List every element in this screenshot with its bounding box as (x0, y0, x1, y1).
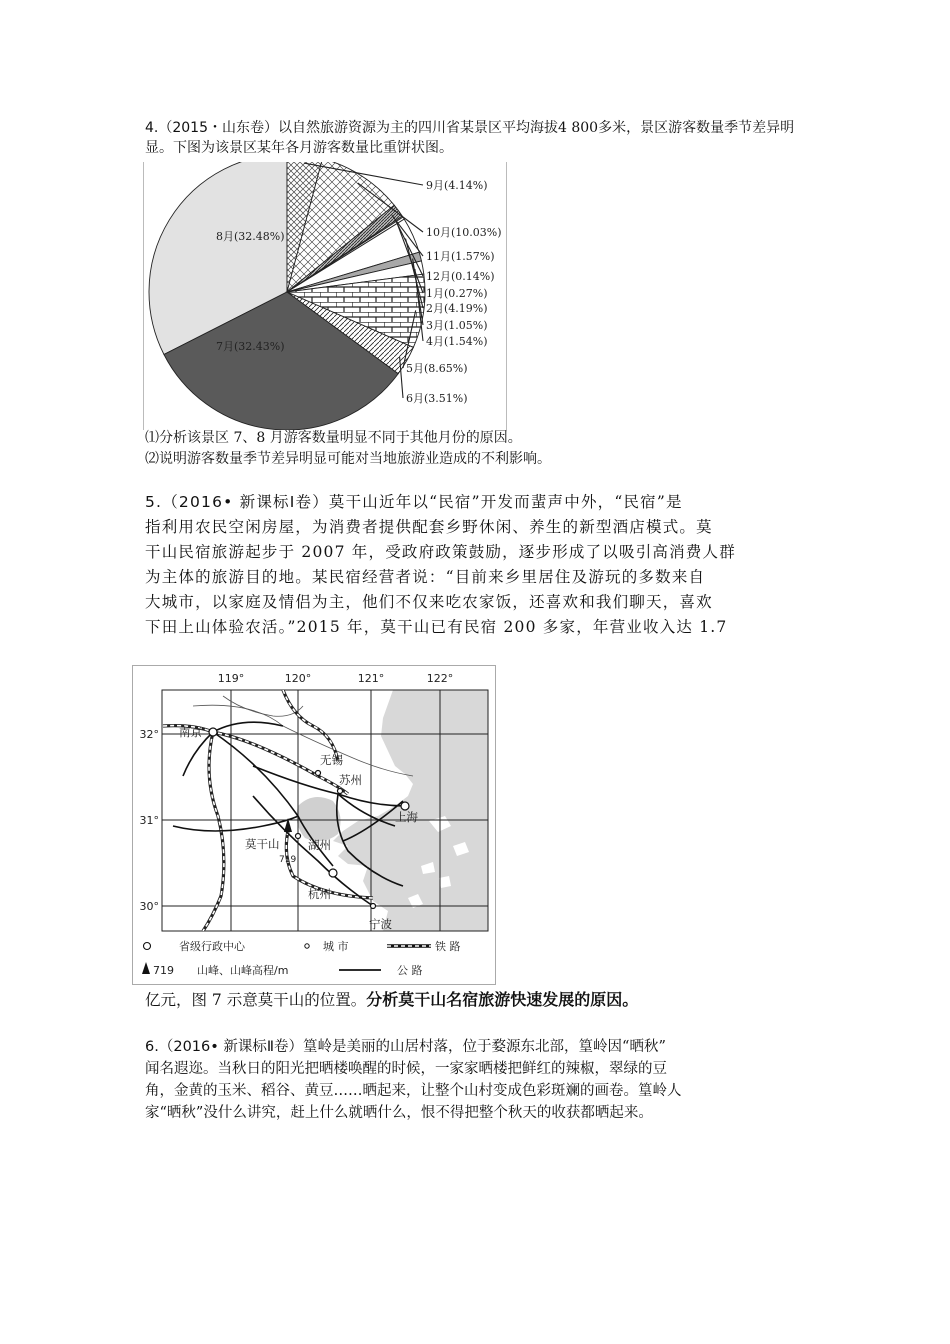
q4-source: （2015・山东卷） (158, 120, 278, 136)
q4-sub2: ⑵说明游客数量季节差异明显可能对当地旅游业造成的不利影响。 (145, 451, 551, 467)
lon-label-120: 120° (284, 672, 312, 685)
lon-label-122: 122° (426, 672, 454, 685)
lat-label-30: 30° (139, 900, 159, 913)
place-ningbo: 宁波 (369, 917, 392, 931)
q5-line-0 (145, 490, 805, 515)
taihu-lake (297, 797, 341, 841)
lon-label-121: 121° (357, 672, 385, 685)
pie-slice-label: 4月(1.54%) (426, 335, 488, 348)
q5-caption-plain: 亿元，图 7 示意莫干山的位置。 (145, 991, 367, 1009)
q6-source: （2016• 新课标Ⅱ卷） (158, 1039, 304, 1055)
place-nanjing: 南京 (179, 725, 202, 739)
q6-line-0-text: 篁岭是美丽的山居村落，位于婺源东北部，篁岭因“晒秋” (303, 1039, 666, 1055)
pie-slice-label: 1月(0.27%) (426, 287, 488, 300)
q6-line-3: 家“晒秋”没什么讲究，赶上什么就晒什么，恨不得把整个秋天的收获都晒起来。 (145, 1105, 653, 1121)
map-legend (142, 939, 461, 977)
pie-slice-label: 11月(1.57%) (426, 250, 495, 263)
pie-chart (143, 162, 507, 430)
q5-source: （2016• 新课标Ⅰ卷） (162, 493, 329, 511)
q4-text (145, 118, 805, 158)
pie-slice-label: 5月(8.65%) (406, 362, 468, 375)
legend-provincial: 省级行政中心 (179, 940, 245, 953)
location-map (132, 665, 496, 985)
q5-number: 5. (145, 493, 163, 511)
q6-line-2: 角，金黄的玉米、稻谷、黄豆……晒起来，让整个山村变成色彩斑斓的画卷。篁岭人 (145, 1083, 682, 1099)
q5-line-0-text: 莫干山近年以“民宿”开发而蜚声中外，“民宿”是 (328, 493, 683, 511)
place-shanghai: 上海 (395, 810, 418, 824)
legend-peak-icon (142, 962, 150, 974)
place-suzhou: 苏州 (339, 773, 362, 787)
pie-slice-label: 8月(32.48%) (216, 230, 285, 243)
pie-slice-label: 6月(3.51%) (406, 392, 468, 405)
q5-line-1: 指利用农民空闲房屋，为消费者提供配套乡野休闲、养生的新型酒店模式。莫 (145, 518, 713, 536)
lat-label-32: 32° (139, 728, 159, 741)
legend-peak-value: 719 (153, 964, 174, 977)
pie-slice-label: 3月(1.05%) (426, 319, 488, 332)
pie-slice-label: 7月(32.43%) (216, 340, 285, 353)
legend-highway: 公 路 (397, 964, 423, 977)
q4-sub1: ⑴分析该景区 7、8 月游客数量明显不同于其他月份的原因。 (145, 430, 522, 446)
pie-slice-label: 2月(4.19%) (426, 302, 488, 315)
legend-city-icon (305, 944, 309, 948)
place-wuxi: 无锡 (320, 753, 343, 767)
place-moganshan: 莫干山 (245, 837, 280, 851)
q5-line-3: 为主体的旅游目的地。某民宿经营者说：“目前来乡里居住及游玩的多数来自 (145, 568, 706, 586)
place-hangzhou: 杭州 (308, 887, 331, 901)
q5-line-5: 下田上山体验农活。”2015 年，莫干山已有民宿 200 多家，年营业收入达 1.7 (145, 618, 728, 636)
q6-line-1: 闻名遐迩。当秋日的阳光把晒楼唤醒的时候，一家家晒楼把鲜红的辣椒，翠绿的豆 (145, 1061, 667, 1077)
q5-line-2: 干山民宿旅游起步于 2007 年，受政府政策鼓励，逐步形成了以吸引高消费人群 (145, 543, 736, 561)
legend-railway: 铁 路 (435, 940, 461, 953)
pie-slice-label: 9月(4.14%) (426, 179, 488, 192)
q5-line-4: 大城市，以家庭及情侣为主，他们不仅来吃农家饭，还喜欢和我们聊天，喜欢 (145, 593, 713, 611)
place-elevation: 719 (279, 855, 297, 865)
q6-number: 6. (145, 1039, 159, 1055)
lon-label-119: 119° (217, 672, 245, 685)
q4-number: 4. (145, 120, 159, 136)
legend-provincial-icon (144, 943, 151, 950)
pie-slice-label: 12月(0.14%) (426, 270, 495, 283)
lat-label-31: 31° (139, 814, 159, 827)
legend-peak: 山峰、山峰高程/m (197, 964, 289, 977)
q4-body: 以自然旅游资源为主的四川省某景区平均海拔4 800多米，景区游客数量季节差异明显。下图为该景区某年各月游客数量比重饼状图。 (145, 120, 795, 156)
place-huzhou: 湖州 (308, 838, 331, 852)
q6-line-0 (145, 1036, 805, 1058)
q5-caption (145, 988, 638, 1012)
q5-caption-question: 分析莫干山名宿旅游快速发展的原因。 (366, 990, 639, 1009)
pie-slice-label: 10月(10.03%) (426, 226, 502, 239)
legend-city: 城 市 (323, 940, 349, 953)
